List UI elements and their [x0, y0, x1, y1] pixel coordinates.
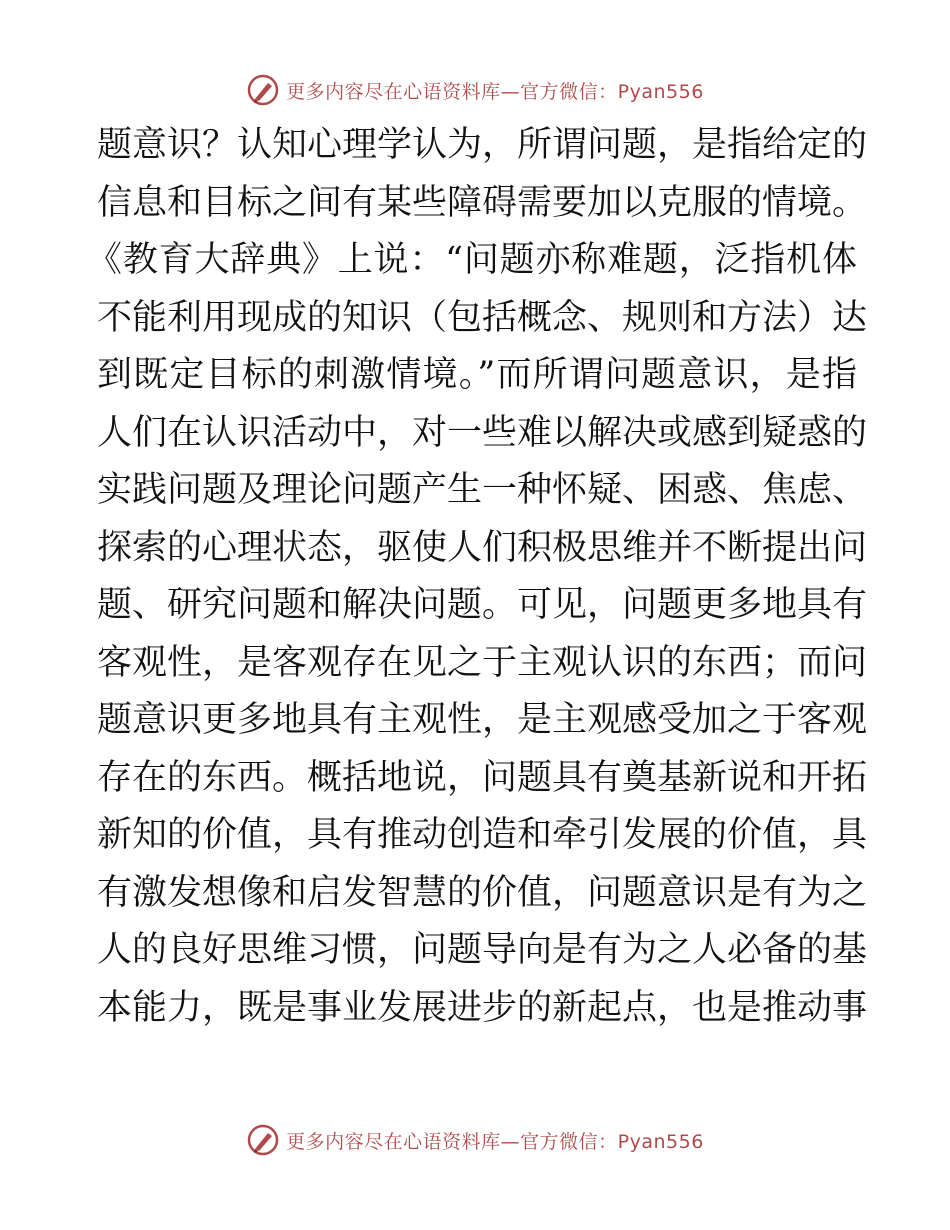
text-line: 探索的心理状态，驱使人们积极思维并不断提出问: [97, 527, 868, 568]
text-line: 题意识？认知心理学认为，所谓问题，是指给定的: [97, 125, 868, 165]
header-text: 更多内容尽在心语资料库—官方微信：Pyan556: [286, 80, 704, 103]
text-line: 题意识更多地具有主观性，是主观感受加之于客观: [97, 700, 868, 740]
pen-in-circle-icon: [246, 1123, 280, 1157]
text-line: 人们在认识活动中，对一些难以解决或感到疑惑的: [97, 412, 868, 453]
header-watermark: [0, 70, 950, 110]
text-line: 人的良好思维习惯，问题导向是有为之人必备的基: [97, 930, 868, 970]
text-line: 信息和目标之间有某些障碍需要加以克服的情境。: [97, 182, 868, 223]
text-line: 有激发想像和启发智慧的价值，问题意识是有为之: [97, 872, 868, 913]
text-line: 不能利用现成的知识（包括概念、规则和方法）达: [97, 297, 868, 338]
text-line: 到既定目标的刺激情境。”而所谓问题意识，是指: [97, 355, 857, 395]
text-line: 题、研究问题和解决问题。可见，问题更多地具有: [97, 585, 868, 625]
text-line: 《教育大辞典》上说：“问题亦称难题，泛指机体: [87, 240, 857, 280]
text-line: 新知的价值，具有推动创造和牵引发展的价值，具: [97, 815, 868, 855]
text-line: 客观性，是客观存在见之于主观认识的东西；而问: [97, 642, 868, 683]
pen-in-circle-icon: [246, 73, 280, 107]
footer-text: 更多内容尽在心语资料库—官方微信：Pyan556: [286, 1130, 704, 1153]
text-line: 存在的东西。概括地说，问题具有奠基新说和开拓: [97, 757, 868, 798]
document-body: [87, 117, 868, 1037]
footer-watermark: [0, 1120, 950, 1160]
text-line: 实践问题及理论问题产生一种怀疑、困惑、焦虑、: [97, 470, 868, 510]
text-line: 本能力，既是事业发展进步的新起点，也是推动事: [97, 987, 868, 1028]
